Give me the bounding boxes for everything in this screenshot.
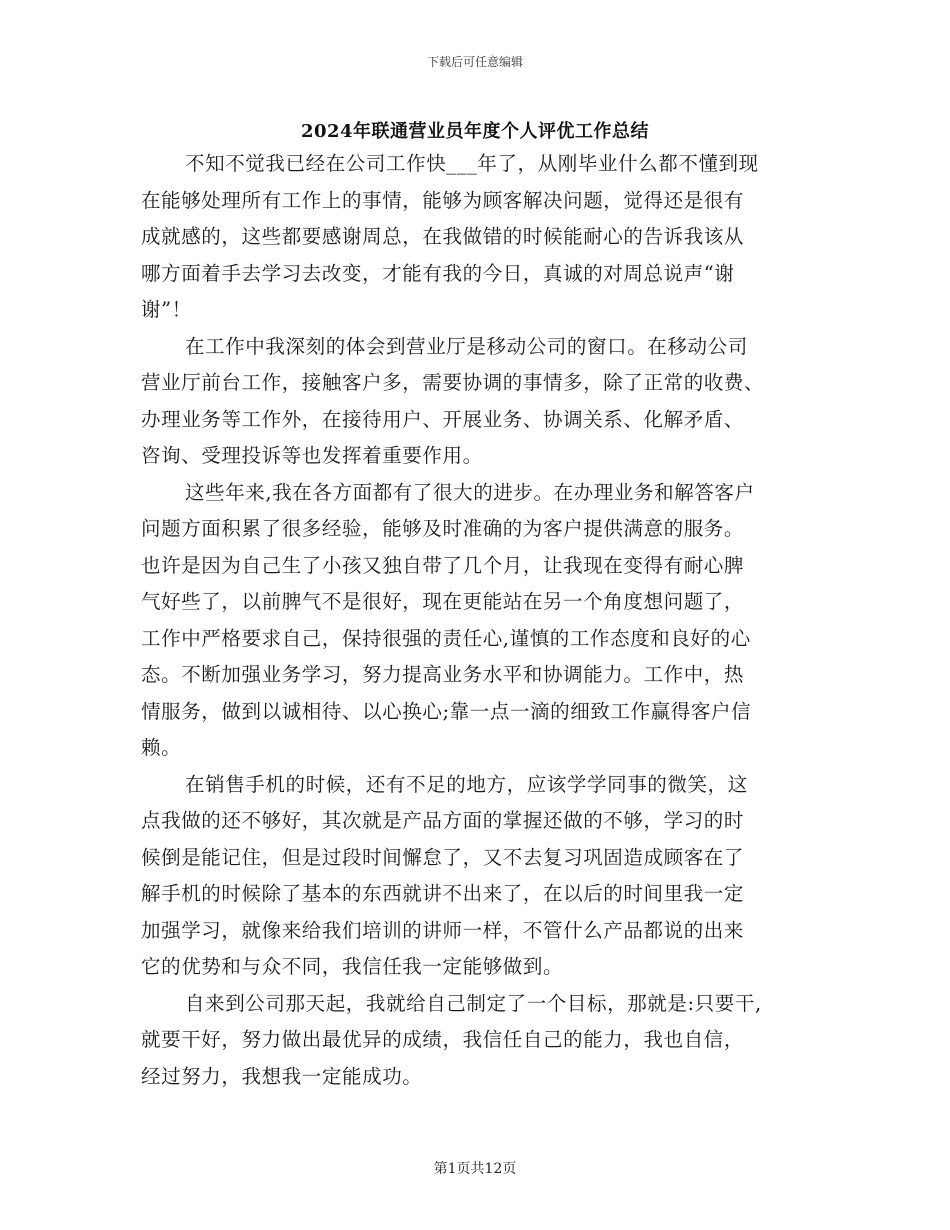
paragraph-line: 不知不觉我已经在公司工作快___年了，从刚毕业什么都不懂到现 (185, 152, 759, 175)
paragraph-line: 在能够处理所有工作上的事情，能够为顾客解决问题，觉得还是很有 (141, 188, 745, 212)
paragraph-line: 加强学习，就像来给我们培训的讲师一样，不管什么产品都说的出来 (141, 918, 745, 942)
paragraph-line: 这些年来,我在各方面都有了很大的进步。在办理业务和解答客户 (185, 480, 755, 504)
paragraph-line: 在销售手机的时候，还有不足的地方，应该学学同事的微笑，这 (185, 772, 748, 796)
paragraph-line: 咨询、受理投诉等也发挥着重要作用。 (141, 444, 483, 467)
paragraph-line: 就要干好，努力做出最优异的成绩，我信任自己的能力，我也自信， (141, 1028, 745, 1051)
paragraph-line: 营业厅前台工作，接触客户多，需要协调的事情多，除了正常的收费、 (141, 371, 765, 394)
paragraph-line: 赖。 (141, 736, 182, 759)
paragraph-line: 态。不断加强业务学习，努力提高业务水平和协调能力。工作中，热 (141, 663, 745, 686)
paragraph-line: 点我做的还不够好，其次就是产品方面的掌握还做的不够，学习的时 (141, 809, 745, 832)
paragraph-line: 气好些了，以前脾气不是很好，现在更能站在另一个角度想问题了， (141, 590, 745, 613)
page-number: 第1页共12页 (433, 1161, 517, 1177)
document-title: 2024年联通营业员年度个人评优工作总结 (300, 121, 650, 142)
paragraph-line: 也许是因为自己生了小孩又独自带了几个月，让我现在变得有耐心脾 (141, 553, 745, 577)
paragraph-line: 在工作中我深刻的体会到营业厅是移动公司的窗口。在移动公司 (185, 334, 748, 358)
paragraph-line: 成就感的，这些都要感谢周总，在我做错的时候能耐心的告诉我该从 (141, 225, 745, 248)
document-body (141, 146, 821, 1095)
paragraph-line: 工作中严格要求自己，保持很强的责任心,谨慎的工作态度和良好的心 (141, 626, 751, 650)
paragraph-line: 情服务，做到以诚相待、以心换心;靠一点一滴的细致工作赢得客户信 (141, 699, 752, 723)
paragraph-line: 办理业务等工作外，在接待用户、开展业务、协调关系、化解矛盾、 (141, 407, 745, 431)
paragraph-line: 自来到公司那天起，我就给自己制定了一个目标，那就是:只要干, (185, 991, 762, 1015)
paragraph-line: 它的优势和与众不同，我信任我一定能够做到。 (141, 955, 564, 978)
header-note: 下载后可任意编辑 (426, 55, 523, 69)
paragraph-line: 谢”！ (141, 298, 192, 321)
paragraph-line: 候倒是能记住，但是过段时间懈怠了，又不去复习巩固造成顾客在了 (141, 845, 745, 869)
paragraph-line: 解手机的时候除了基本的东西就讲不出来了，在以后的时间里我一定 (141, 882, 745, 905)
paragraph-line: 经过努力，我想我一定能成功。 (141, 1064, 423, 1088)
paragraph-line: 哪方面着手去学习去改变，才能有我的今日，真诚的对周总说声“谢 (141, 261, 735, 285)
paragraph-line: 问题方面积累了很多经验，能够及时准确的为客户提供满意的服务。 (141, 517, 745, 540)
